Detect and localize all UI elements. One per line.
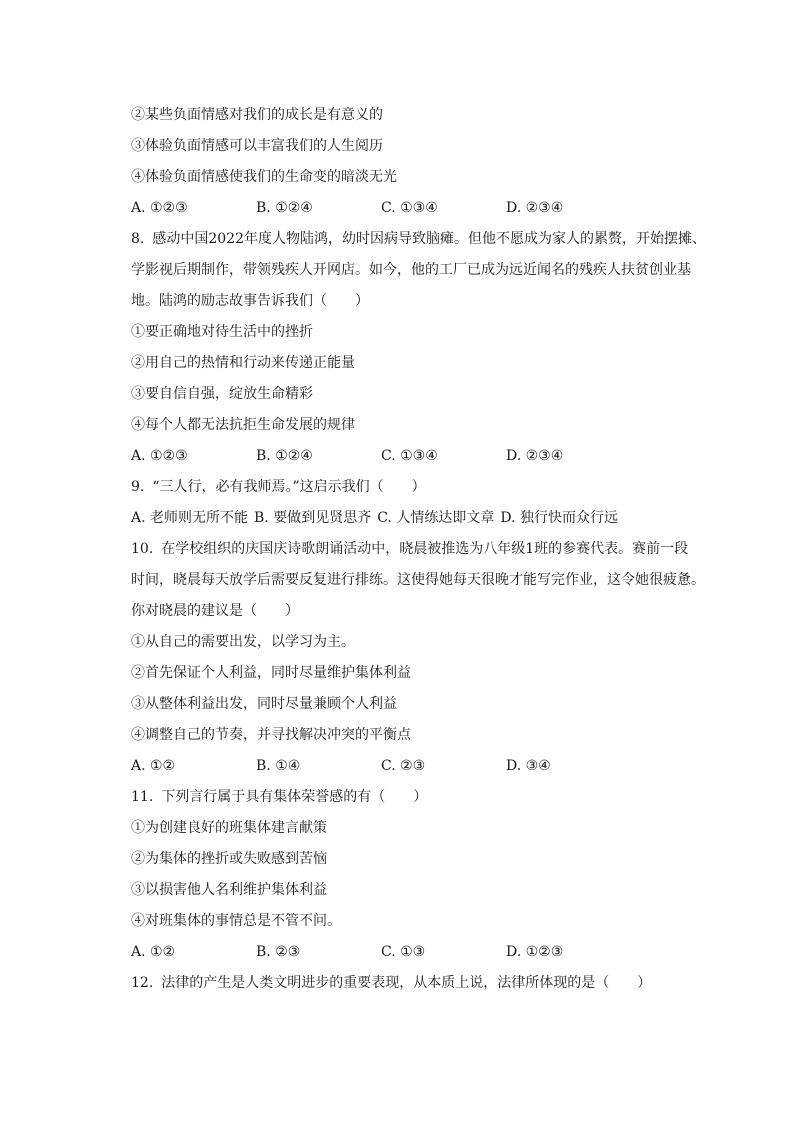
option-c: C. 人情练达即文章 xyxy=(377,510,495,526)
option-b: B. ①②④ xyxy=(256,448,313,464)
option-d: D. ②③④ xyxy=(506,448,564,464)
answer-options xyxy=(131,503,711,534)
option-b: B. ②③ xyxy=(256,944,301,960)
list-item: ③体验负面情感可以丰富我们的人生阅历 xyxy=(131,138,383,154)
option-b: B. ①②④ xyxy=(256,200,313,216)
option-b: B. ①④ xyxy=(256,758,301,774)
list-item: ③以损害他人名利维护集体利益 xyxy=(131,882,327,898)
option-a: A. ①② xyxy=(131,758,176,774)
option-b: B. 要做到见贤思齐 xyxy=(254,510,372,526)
option-a: A. 老师则无所不能 xyxy=(131,510,249,526)
option-a: A. ①②③ xyxy=(131,448,188,464)
question-content xyxy=(131,100,711,999)
list-item: ②首先保证个人利益，同时尽量维护集体利益 xyxy=(131,665,411,681)
answer-options xyxy=(131,193,711,224)
question-10-stem-cont: 时间，晓晨每天放学后需要反复进行排练。这使得她每天很晚才能写完作业，这令她很疲惫。 xyxy=(131,572,705,588)
option-a: A. ①② xyxy=(131,944,176,960)
list-item: ①为创建良好的班集体建言献策 xyxy=(131,820,327,836)
option-a: A. ①②③ xyxy=(131,200,188,216)
question-number: 11. xyxy=(131,789,154,805)
option-c: C. ①③④ xyxy=(381,448,438,464)
list-item: ③从整体利益出发，同时尽量兼顾个人利益 xyxy=(131,696,397,712)
question-11-stem: 11. 下列言行属于具有集体荣誉感的有（ ） xyxy=(131,789,428,805)
list-item: ④体验负面情感使我们的生命变的暗淡无光 xyxy=(131,169,397,185)
answer-options xyxy=(131,441,711,472)
question-9-stem: 9. “三人行，必有我师焉。”这启示我们（ ） xyxy=(131,479,426,495)
list-item: ④每个人都无法抗拒生命发展的规律 xyxy=(131,417,355,433)
answer-options xyxy=(131,937,711,968)
list-item: ④对班集体的事情总是不管不问。 xyxy=(131,913,341,929)
question-12-stem: 12. 法律的产生是人类文明进步的重要表现，从本质上说，法律所体现的是（ ） xyxy=(131,975,652,991)
option-d: D. ②③④ xyxy=(506,200,564,216)
list-item: ②某些负面情感对我们的成长是有意义的 xyxy=(131,107,383,123)
option-c: C. ①③ xyxy=(381,944,426,960)
list-item: ①要正确地对待生活中的挫折 xyxy=(131,324,313,340)
list-item: ②用自己的热情和行动来传递正能量 xyxy=(131,355,355,371)
option-c: C. ②③ xyxy=(381,758,426,774)
list-item: ④调整自己的节奏，并寻找解决冲突的平衡点 xyxy=(131,727,411,743)
question-number: 8. xyxy=(131,231,145,247)
question-8-stem-cont: 学影视后期制作，带领残疾人开网店。如今，他的工厂已成为远近闻名的残疾人扶贫创业基 xyxy=(131,262,691,278)
question-number: 12. xyxy=(131,975,154,991)
question-number: 10. xyxy=(131,541,154,557)
option-d: D. ①②③ xyxy=(506,944,564,960)
question-10-stem-cont: 你对晓晨的建议是（ ） xyxy=(131,603,299,619)
option-d: D. ③④ xyxy=(506,758,551,774)
question-8-stem-cont: 地。陆鸿的励志故事告诉我们（ ） xyxy=(131,293,369,309)
question-10-stem: 10. 在学校组织的庆国庆诗歌朗诵活动中，晓晨被推选为八年级1班的参赛代表。赛前一段 xyxy=(131,541,689,557)
question-number: 9. xyxy=(131,479,145,495)
question-8-stem: 8. 感动中国2022年度人物陆鸿，幼时因病导致脑瘫。但他不愿成为家人的累赘，开始摆摊、 xyxy=(131,231,706,247)
list-item: ①从自己的需要出发，以学习为主。 xyxy=(131,634,355,650)
list-item: ②为集体的挫折或失败感到苦恼 xyxy=(131,851,327,867)
option-d: D. 独行快而众行远 xyxy=(500,510,618,526)
option-c: C. ①③④ xyxy=(381,200,438,216)
list-item: ③要自信自强，绽放生命精彩 xyxy=(131,386,313,402)
answer-options xyxy=(131,751,711,782)
